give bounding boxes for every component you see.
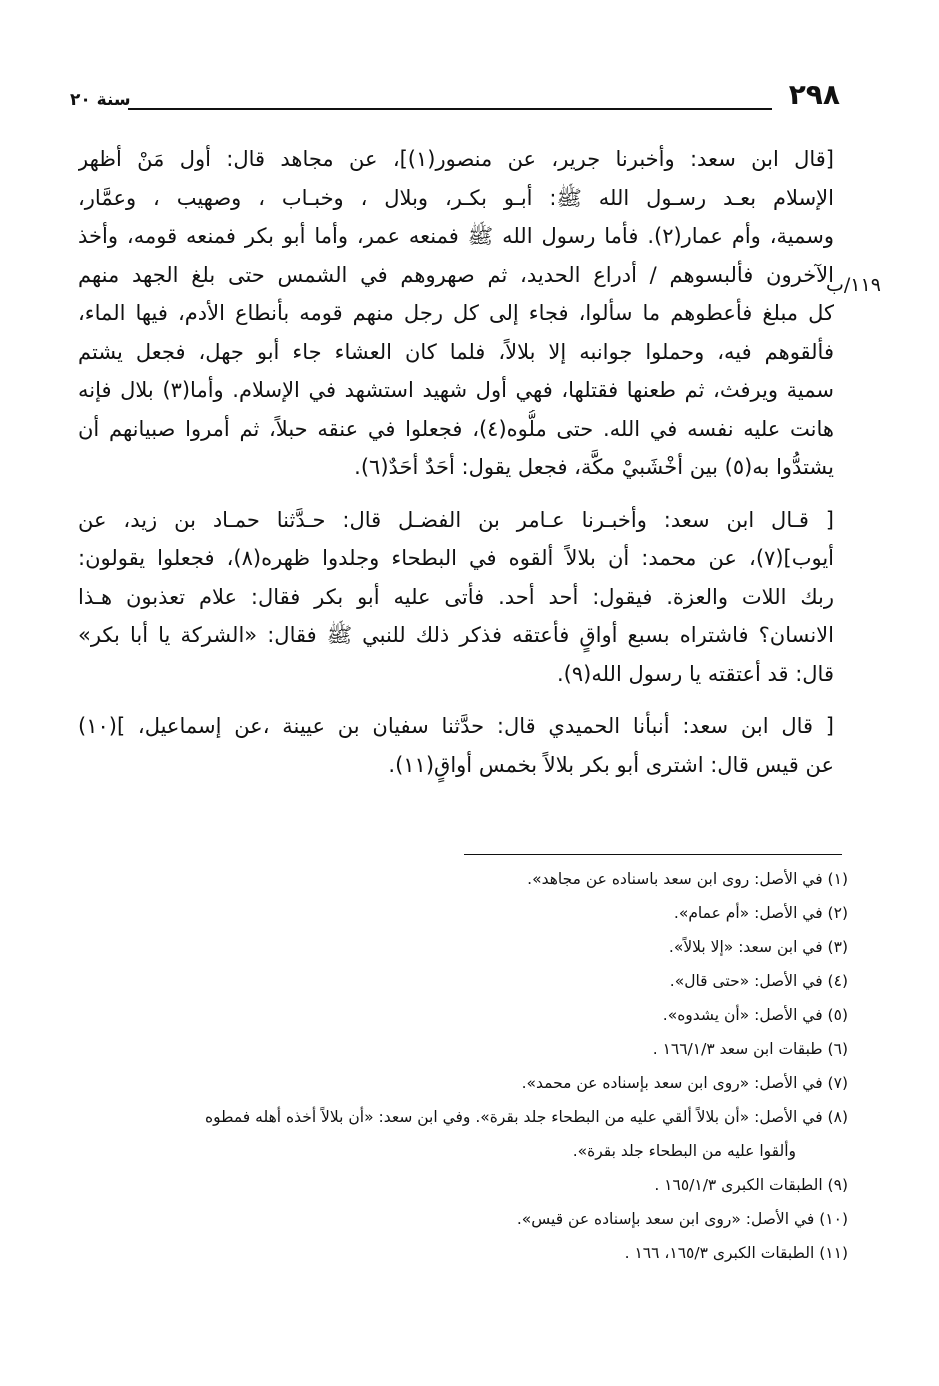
footnote: (٥) في الأصل: «أن يشدوه». (662, 1006, 848, 1024)
page-number: ٢٩٨ (788, 78, 840, 111)
paragraph-2 (78, 501, 834, 694)
footnote: (٣) في ابن سعد: «إلا بلالاً». (668, 938, 848, 956)
footnotes (88, 862, 848, 1270)
text-line: هانت عليه نفسه في الله. حتى ملُّوه(٤)، فجعلوا في عنقه حبلاً، ثم أمروا صبيانهم أن (78, 416, 834, 441)
footnote: (١) في الأصل: روى ابن سعد باسناده عن مجاهد». (527, 870, 848, 888)
manuscript-folio-mark: ١١٩/ب (826, 274, 881, 296)
text-line: [ قـال ابن سعد: وأخبـرنا عـامر بن الفضـل قال: حـدَّثنا حمـاد بن زيد، عن (78, 507, 834, 532)
text-line: [ قال ابن سعد: أنبأنا الحميدي قال: حدَّثنا سفيان بن عيينة ،عن إسماعيل، ](١٠) (78, 714, 834, 738)
footnote: (٤) في الأصل: «حتى قال». (669, 972, 848, 990)
footnote: (٧) في الأصل: «روى ابن سعد بإسناده عن محمد». (521, 1074, 848, 1092)
header-rule (128, 108, 772, 110)
text-line: الإسلام بعـد رسـول الله ﷺ: أبـو بكـر، وبلال ، وخبـاب ، وصهيب ، وعمَّار، (78, 185, 834, 210)
text-line: فألقوهم فيه، وحملوا جوانبه إلا بلالاً، فلما كان العشاء جاء أبو جهل، فجعل يشتم (78, 339, 834, 364)
running-head: سنة ٢٠ (70, 90, 131, 110)
text-line: وسمية، وأم عمار(٢). فأما رسول الله ﷺ فمنعه عمر، وأما أبو بكر فمنعه قومه، وأخذ (78, 224, 834, 248)
paragraph-1 (78, 140, 834, 487)
footnote: (٩) الطبقات الكبرى ١٦٥/١/٣ . (654, 1176, 848, 1194)
text-line: أيوب](٧)، عن محمد: أن بلالاً ألقوه في البطحاء وجلدوا ظهره(٨)، فجعلوا يقولون: (78, 546, 834, 570)
paragraph-3 (78, 707, 834, 784)
text-line: يشتدُّوا به(٥) بين أخْشَبيْ مكَّة، فجعل يقول: أحَدٌ أحَدٌ(٦). (354, 455, 834, 479)
text-line: سمية ويرفث، ثم طعنها فقتلها، فهي أول شهيد استشهد في الإسلام. وأما(٣) بلال فإنه (78, 378, 834, 402)
text-line: [قال ابن سعد: وأخبرنا جرير، عن منصور(١)]، عن مجاهد قال: أول مَنْ أظهر (78, 147, 834, 171)
footnote-separator (464, 854, 842, 855)
footnote-continuation: وألقوا عليه من البطحاء جلد بقرة». (572, 1142, 796, 1160)
text-line: الآخرون فألبسوهم / أدراع الحديد، ثم صهروهم في الشمس حتى بلغ الجهد منهم (78, 262, 834, 287)
text-line: ربك اللات والعزة. فيقول: أحد أحد. فأتى عليه أبو بكر فقال: علام تعذبون هـذا (78, 584, 834, 609)
footnote: (٦) طبقات ابن سعد ١٦٦/١/٣ . (652, 1040, 848, 1058)
text-line: عن قيس قال: اشترى أبو بكر بلالاً بخمس أواقٍ(١١). (388, 752, 834, 777)
page-header (70, 78, 840, 118)
footnote: (١٠) في الأصل: «روى ابن سعد بإسناده عن قيس». (516, 1210, 848, 1228)
text-line: كل مبلغ فأعطوهم ما سألوا، فجاء إلى كل رجل منهم قومه بأنطاع الأدم، فيها الماء، (78, 301, 834, 325)
text-line: قال: قد أعتقته يا رسول الله(٩). (556, 661, 834, 686)
footnote: (٨) في الأصل: «أن بلالاً ألقي عليه من البطحاء جلد بقرة». وفي ابن سعد: «أن بلالاً أخذه أهله فمطوه (205, 1108, 848, 1126)
footnote: (٢) في الأصل: «أم عمام». (673, 904, 848, 922)
main-text (78, 140, 834, 798)
text-line: الانسان؟ فاشتراه بسبع أواقٍ فأعتقه فذكر ذلك للنبي ﷺ فقال: «الشركة يا أبا بكر» (78, 623, 834, 647)
footnote: (١١) الطبقات الكبرى ١٦٥/٣، ١٦٦ . (624, 1244, 848, 1262)
